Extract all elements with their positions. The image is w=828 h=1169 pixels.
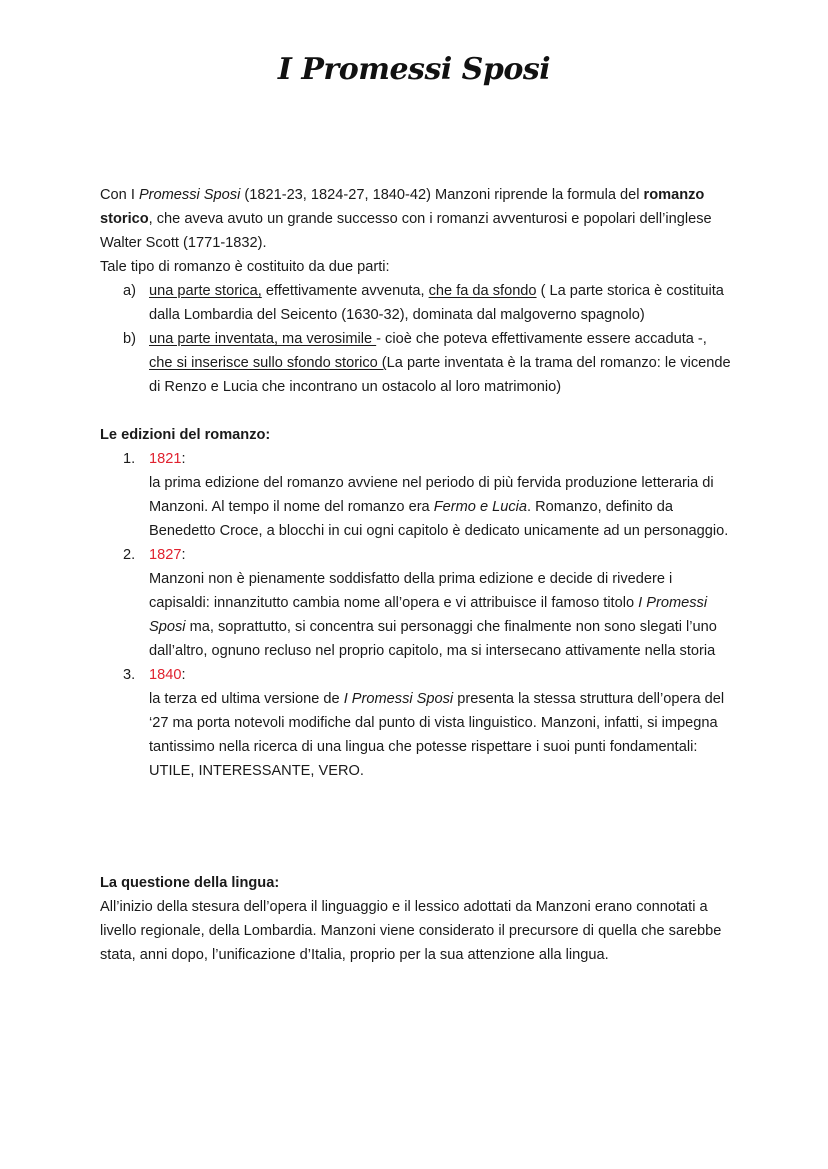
part-text: La parte inventata è la trama del romanzo: le vicende di Renzo e Lucia che incontrano un ostacolo al loro matrimonio) (149, 355, 731, 395)
intro-text: Con I (100, 187, 139, 203)
editions-heading: Le edizioni del romanzo: (100, 427, 271, 443)
edition-italic: Fermo e Lucia (433, 499, 528, 515)
list-marker: 1. (123, 451, 136, 467)
spacer (100, 783, 732, 871)
intro-text: (1821-23, 1824-27, 1840-42) Manzoni riprende la formula del (240, 187, 644, 203)
edition-text: ma, soprattutto, si concentra sui personaggi che finalmente non sono slegati l’uno dall’altro, ognuno recluso nel proprio capitolo, ma si intersecano attivamente nella storia (149, 619, 717, 659)
intro-bold-term: romanzo storico (100, 187, 705, 227)
edition-text: la prima edizione del romanzo avviene nel periodo di più fervida produzione letteraria di Manzoni. Al tempo il nome del romanzo era (149, 475, 714, 515)
list-marker: b) (123, 331, 136, 347)
list-marker: 2. (123, 547, 136, 563)
parts-intro: Tale tipo di romanzo è costituito da due parti: (100, 259, 390, 275)
edition-italic: I Promessi Sposi (149, 595, 708, 635)
part-text: - cioè che poteva effettivamente essere accaduta -, (376, 331, 707, 347)
edition-text: . Romanzo, definito da Benedetto Croce, a blocchi in cui ogni capitolo è dedicato unicamente ad un personaggio. (149, 499, 729, 539)
edition-year: 1840 (149, 667, 182, 683)
document-body (100, 183, 732, 967)
list-item-edition-1827 (100, 543, 732, 663)
part-text: effettivamente avvenuta, (261, 283, 429, 299)
spacer (100, 399, 732, 423)
edition-text: presenta la stessa struttura dell’opera del ‘27 ma porta notevoli modifiche dal punto di vista linguistico. Manzoni, infatti, si impegna tantissimo nella ricerca di una lingua che potesse rispettare i suoi punti fondamentali: UTILE, INTERESSANTE, VERO. (149, 691, 725, 779)
language-paragraph: All’inizio della stesura dell’opera il linguaggio e il lessico adottati da Manzoni erano connotati a livello regionale, della Lombardia. Manzoni viene considerato il precursore di quella che sarebbe stata, anni dopo, l’unificazione d’Italia, proprio per la sua attenzione alla lingua. (100, 899, 722, 963)
colon: : (181, 547, 186, 563)
parts-list (100, 279, 732, 399)
colon: : (181, 451, 186, 467)
underlined-text: che fa da sfondo (428, 283, 537, 299)
intro-text: , che aveva avuto un grande successo con i romanzi avventurosi e popolari dell’inglese Walter Scott (1771-1832). (100, 211, 712, 251)
edition-text: Manzoni non è pienamente soddisfatto della prima edizione e decide di rivedere i capisaldi: innanzitutto cambia nome all’opera e vi attribuisce il famoso titolo (149, 571, 673, 611)
list-item-part-a (100, 279, 732, 327)
intro-italic-title: Promessi Sposi (138, 187, 241, 203)
page-title: I Promessi Sposi (277, 52, 551, 87)
editions-list (100, 447, 732, 783)
underlined-text: una parte inventata, ma verosimile (149, 331, 377, 347)
edition-year: 1821 (149, 451, 182, 467)
list-item-edition-1840 (100, 663, 732, 783)
list-marker: 3. (123, 667, 136, 683)
list-item-part-b (100, 327, 732, 399)
colon: : (181, 667, 186, 683)
intro-paragraph (100, 183, 732, 255)
edition-italic: I Promessi Sposi (343, 691, 454, 707)
underlined-text: che si inserisce sullo sfondo storico ( (149, 355, 387, 371)
part-text: ( La parte storica è costituita dalla Lombardia del Seicento (1630-32), dominata dal malgoverno spagnolo) (149, 283, 724, 323)
underlined-text: una parte storica, (149, 283, 262, 299)
language-heading: La questione della lingua: (100, 875, 280, 891)
edition-year: 1827 (149, 547, 182, 563)
list-item-edition-1821 (100, 447, 732, 543)
edition-text: la terza ed ultima versione de (149, 691, 344, 707)
list-marker: a) (123, 283, 136, 299)
